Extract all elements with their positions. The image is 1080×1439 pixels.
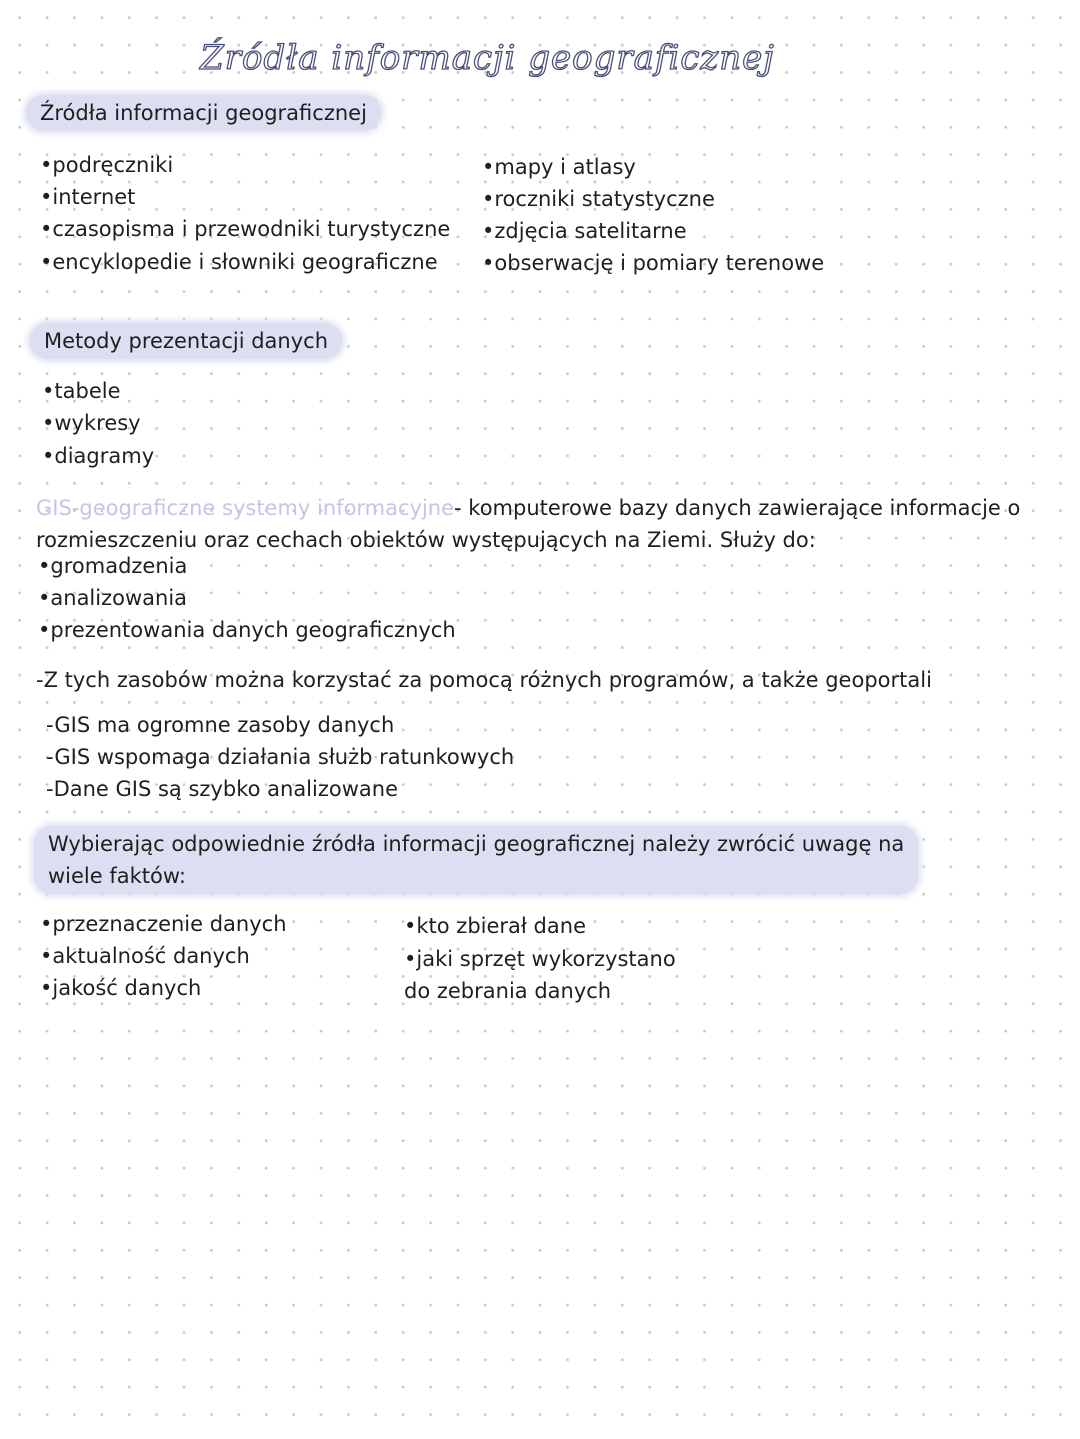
gis-definition: - komputerowe bazy danych zawierające informacje o xyxy=(454,496,1021,520)
section-heading-factors-line1: Wybierając odpowiednie źródła informacji geograficznej należy zwrócić uwagę na xyxy=(48,832,905,856)
section-heading-factors xyxy=(34,826,918,894)
list-item: •roczniki statystyczne xyxy=(482,187,715,211)
section-heading-methods: Metody prezentacji danych xyxy=(30,323,342,359)
list-item: •jaki sprzęt wykorzystano xyxy=(404,947,676,971)
list-item: •gromadzenia xyxy=(38,554,188,578)
section-heading-factors-line2: wiele faktów: xyxy=(48,864,186,888)
list-item: •diagramy xyxy=(42,444,155,468)
list-item: -GIS ma ogromne zasoby danych xyxy=(46,713,395,737)
list-item: •aktualność danych xyxy=(40,944,250,968)
list-item: •encyklopedie i słowniki geograficzne xyxy=(40,250,438,274)
list-item: -Dane GIS są szybko analizowane xyxy=(46,777,398,801)
list-item: •czasopisma i przewodniki turystyczne xyxy=(40,217,451,241)
list-item: •jakość danych xyxy=(40,976,202,1000)
list-item: •zdjęcia satelitarne xyxy=(482,219,687,243)
list-item: •tabele xyxy=(42,379,121,403)
list-item: •internet xyxy=(40,185,136,209)
list-item: •mapy i atlasy xyxy=(482,155,636,179)
gis-definition-line xyxy=(36,493,1020,523)
list-item: •prezentowania danych geograficznych xyxy=(38,618,456,642)
list-item: •kto zbierał dane xyxy=(404,914,586,938)
list-item: do zebrania danych xyxy=(404,979,612,1003)
list-item: •analizowania xyxy=(38,586,188,610)
section-heading-sources: Źródła informacji geograficznej xyxy=(26,95,381,131)
list-item: •podręczniki xyxy=(40,153,174,177)
list-item: •przeznaczenie danych xyxy=(40,912,287,936)
gis-note: -Z tych zasobów można korzystać za pomocą różnych programów, a także geoportali xyxy=(36,668,932,692)
list-item: -GIS wspomaga działania służb ratunkowych xyxy=(46,745,515,769)
gis-definition-continued: rozmieszczeniu oraz cechach obiektów występujących na Ziemi. Służy do: xyxy=(36,528,816,552)
gis-term: GIS-geograficzne systemy informacyjne xyxy=(36,496,455,520)
list-item: •obserwację i pomiary terenowe xyxy=(482,251,825,275)
page-title: Źródła informacji geograficznej xyxy=(200,38,775,78)
list-item: •wykresy xyxy=(42,411,141,435)
